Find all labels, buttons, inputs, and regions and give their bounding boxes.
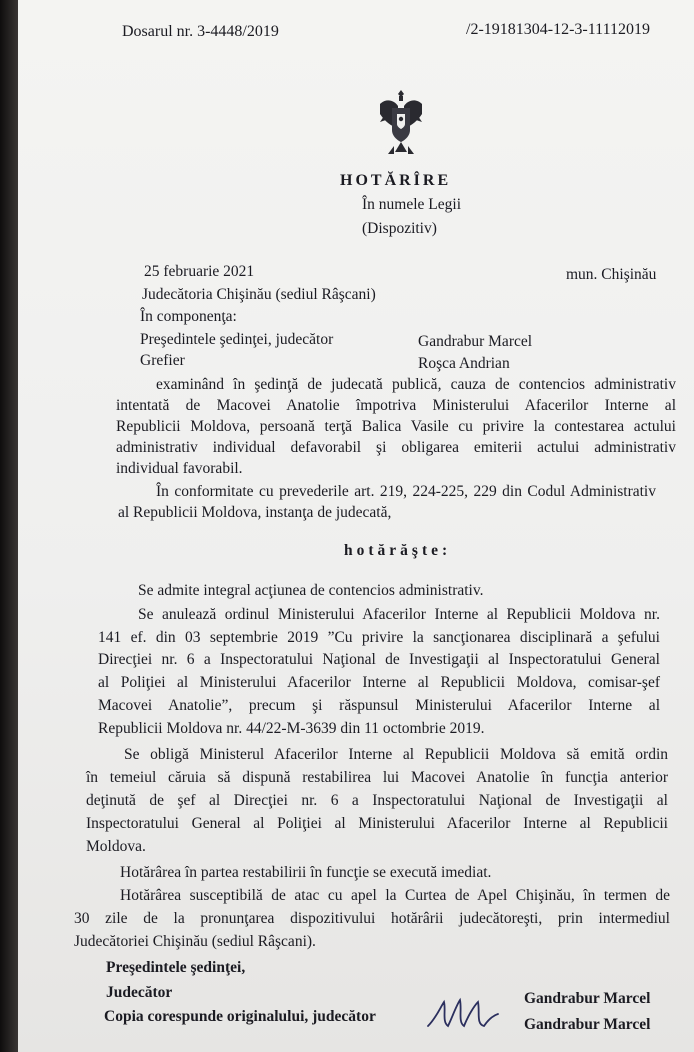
case-number: Dosarul nr. 3-4448/2019 — [122, 23, 279, 40]
operative-p3-line: Moldova. — [86, 838, 146, 855]
operative-p2-line: Direcţiei nr. 6 a Inspectoratului Naţional de Investigaţii al Inspectoratului General — [98, 651, 660, 668]
operative-p3-line: în temeiul căruia să dispună restabilirea lui Macovei Anatolie în funcţia anterior — [86, 769, 668, 786]
court-document-page — [18, 0, 694, 1052]
clerk-label: Grefier — [140, 352, 185, 369]
operative-p1: Se admite integral acţiunea de contencios administrativ. — [138, 582, 484, 599]
operative-p3-line: Se obligă Ministerul Afacerilor Interne al Republicii Moldova să emită ordin — [124, 746, 668, 763]
copy-certification-label: Copia corespunde originalului, judecător — [104, 1008, 376, 1025]
document-title: HOTĂRÎRE — [340, 172, 452, 189]
intro-line: administrativ individual defavorabil şi obligarea emiterii actului administrativ — [116, 439, 676, 456]
operative-p3-line: Inspectoratului General al Poliţiei al Ministerului Afacerilor Interne al Republicii — [86, 815, 668, 832]
intro-line: examinând în şedinţă de judecată publică, cauza de contencios administrativ — [156, 376, 676, 393]
president-label: Preşedintele şedinţei, judecător — [140, 331, 334, 348]
operative-p2-line: 141 ef. din 03 septembrie 2019 ”Cu privire la sancţionarea disciplinară a şefului — [98, 629, 660, 646]
operative-p5-line: Hotărârea susceptibilă de atac cu apel la Curtea de Apel Chişinău, în termen de — [120, 887, 670, 904]
decides-heading: hotărăşte: — [344, 542, 452, 559]
operative-p5-line: Judecătoriei Chişinău (sediul Râşcani). — [74, 933, 316, 950]
operative-p3-line: deţinută de şef al Direcţiei nr. 6 a Inspectoratului Naţional de Investigaţii al — [86, 792, 668, 809]
signature-judge-label: Judecător — [106, 984, 173, 1001]
composition-label: În componenţa: — [140, 308, 237, 325]
copy-judge-name: Gandrabur Marcel — [524, 1016, 651, 1033]
handwritten-signature-icon — [426, 996, 506, 1034]
basis-line: În conformitate cu prevederile art. 219, 224-225, 229 din Codul Administrativ — [156, 483, 656, 500]
signature-president-label: Preşedintele şedinţei, — [106, 959, 246, 976]
document-subtitle: În numele Legii — [362, 196, 461, 213]
intro-line: individual favorabil. — [116, 460, 243, 477]
document-type: (Dispozitiv) — [362, 220, 437, 237]
court-name: Judecătoria Chişinău (sediul Râşcani) — [142, 286, 376, 303]
photo-left-edge — [0, 0, 18, 1052]
decision-date: 25 februarie 2021 — [144, 263, 255, 280]
operative-p5-line: 30 zile de la pronunţarea dispozitivului hotărârii judecătoreşti, prin intermediul — [74, 910, 670, 927]
decision-place: mun. Chişinău — [566, 266, 657, 283]
operative-p2-line: Macovei Anatolie”, precum şi răspunsul Ministerului Afacerilor Interne al — [98, 697, 660, 714]
operative-p2-line: al Poliţiei al Ministerului Afacerilor Interne al Republicii Moldova, comisar-şef — [98, 674, 660, 691]
president-name: Gandrabur Marcel — [418, 333, 533, 350]
basis-line: al Republicii Moldova, instanţa de judecată, — [118, 504, 392, 521]
intro-line: Republicii Moldova, persoană terţă Balica Vasile cu privire la contestarea actului — [116, 418, 676, 435]
file-code: /2-19181304-12-3-11112019 — [466, 21, 650, 38]
intro-line: intentată de Macovei Anatolie împotriva Ministerului Afacerilor Interne al — [116, 397, 676, 414]
signature-judge-name: Gandrabur Marcel — [524, 990, 651, 1007]
clerk-name: Roşca Andrian — [418, 355, 510, 372]
moldova-coat-of-arms-icon — [376, 86, 426, 158]
operative-p2-line: Se anulează ordinul Ministerului Afacerilor Interne al Republicii Moldova nr. — [138, 606, 660, 623]
operative-p2-line: Republicii Moldova nr. 44/22-M-3639 din 11 octombrie 2019. — [98, 720, 485, 737]
operative-p4: Hotărârea în partea restabilirii în funcţie se execută imediat. — [120, 864, 492, 881]
